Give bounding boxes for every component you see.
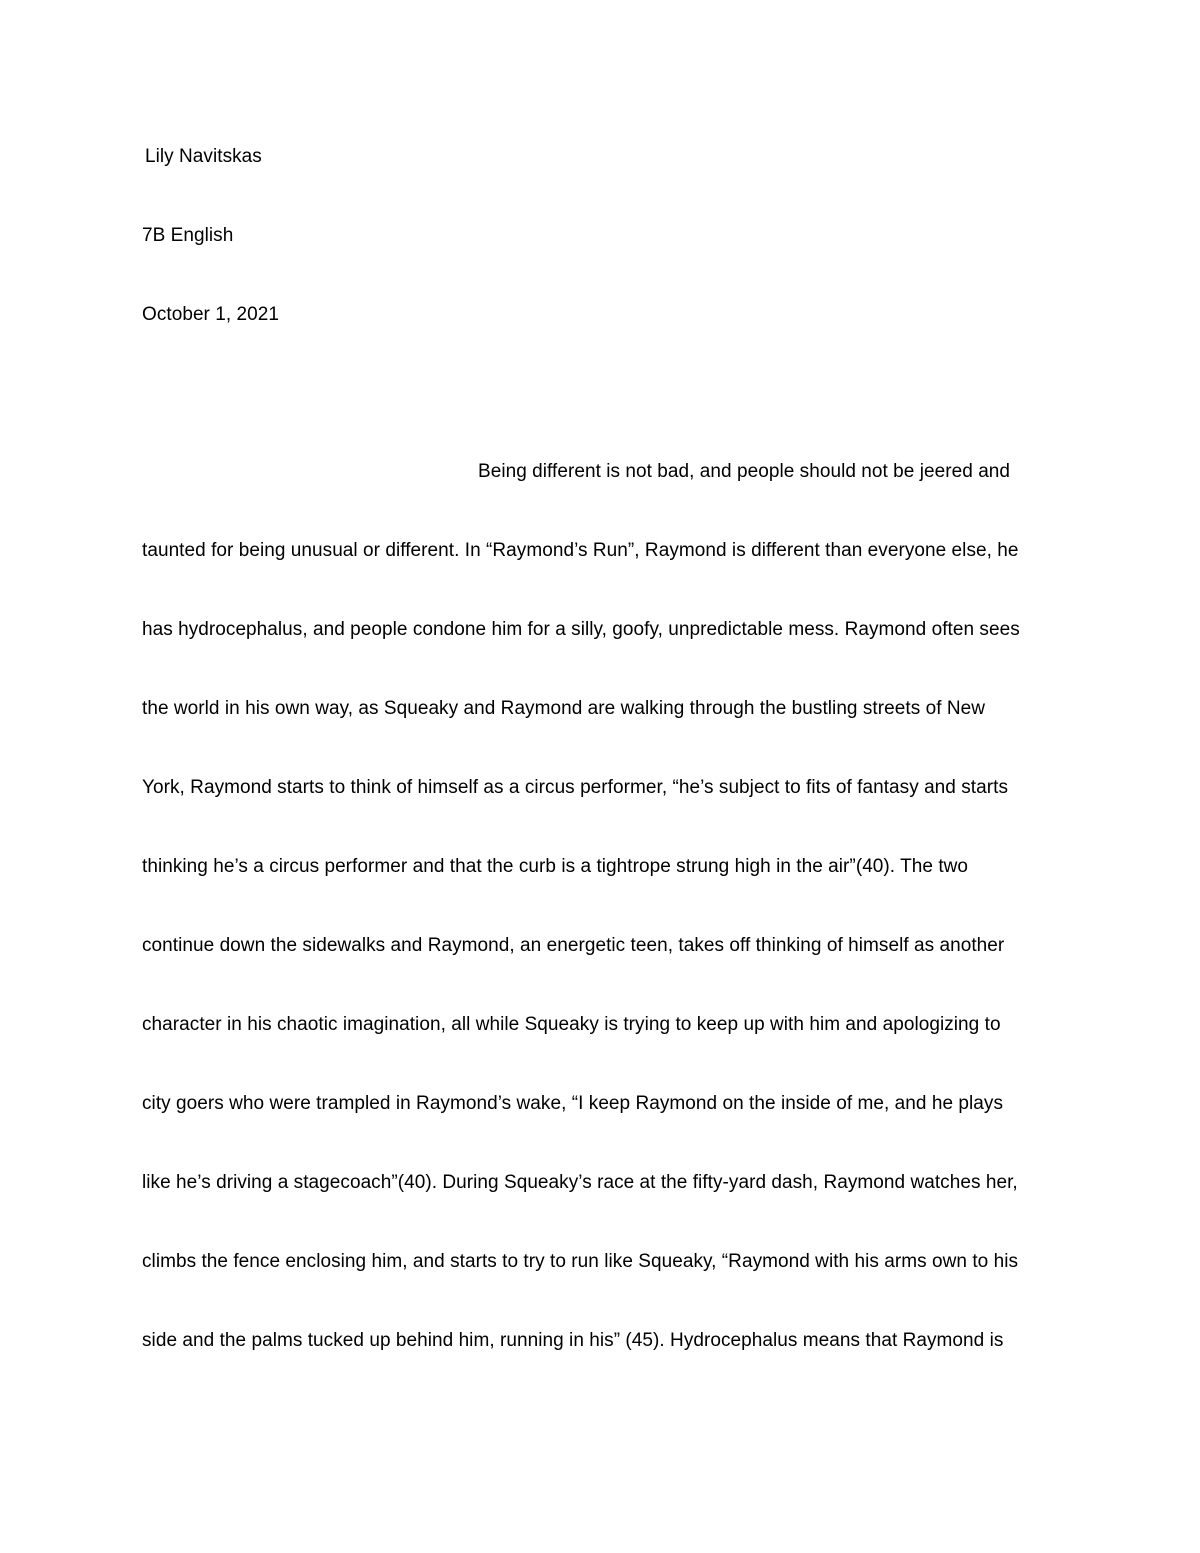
- body-line: York, Raymond starts to think of himself as a circus performer, “he’s subject to fits of fantasy and starts: [142, 777, 1008, 798]
- author-name: Lily Navitskas: [145, 146, 262, 167]
- body-line: continue down the sidewalks and Raymond, an energetic teen, takes off thinking of himself as another: [142, 935, 1005, 956]
- document-date: October 1, 2021: [142, 304, 280, 325]
- body-line: the world in his own way, as Squeaky and Raymond are walking through the bustling streets of New: [142, 698, 986, 719]
- body-line: climbs the fence enclosing him, and starts to try to run like Squeaky, “Raymond with his arms own to his: [142, 1251, 1019, 1272]
- body-line: taunted for being unusual or different. In “Raymond’s Run”, Raymond is different than everyone else, he: [142, 540, 1019, 561]
- body-line: city goers who were trampled in Raymond’s wake, “I keep Raymond on the inside of me, and he plays: [142, 1093, 1003, 1114]
- body-line: has hydrocephalus, and people condone him for a silly, goofy, unpredictable mess. Raymond often sees: [142, 619, 1020, 640]
- body-line: character in his chaotic imagination, all while Squeaky is trying to keep up with him and apologizing to: [142, 1014, 1001, 1035]
- body-line: side and the palms tucked up behind him, running in his” (45). Hydrocephalus means that Raymond is: [142, 1330, 1004, 1351]
- body-line: thinking he’s a circus performer and that the curb is a tightrope strung high in the air”(40). The two: [142, 856, 969, 877]
- body-line: Being different is not bad, and people should not be jeered and: [478, 461, 1011, 482]
- body-line: like he’s driving a stagecoach”(40). During Squeaky’s race at the fifty-yard dash, Raymond watches her,: [142, 1172, 1018, 1193]
- class-name: 7B English: [142, 225, 234, 246]
